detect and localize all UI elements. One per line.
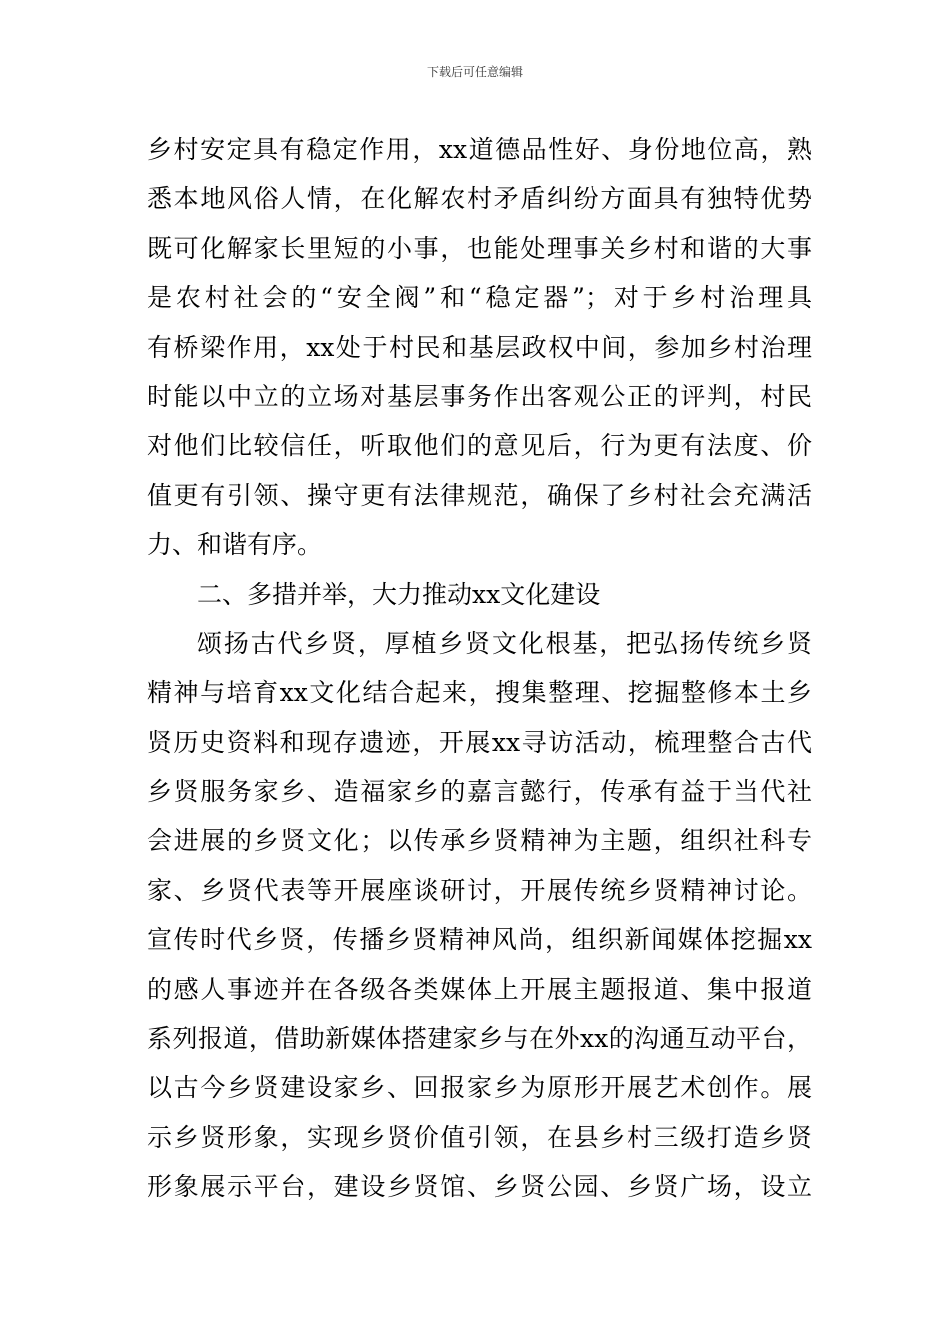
text-line: 精神与培育xx文化结合起来，搜集整理、挖掘整修本土乡: [147, 678, 812, 708]
text-line: 的感人事迹并在各级各类媒体上开展主题报道、集中报道: [147, 974, 812, 1004]
text-line: 有桥梁作用，xx处于村民和基层政权中间，参加乡村治理: [147, 332, 812, 362]
text-line: 力、和谐有序。: [147, 530, 323, 560]
text-line: 悉本地风俗人情，在化解农村矛盾纠纷方面具有独特优势: [147, 184, 812, 214]
text-line: 值更有引领、操守更有法律规范，确保了乡村社会充满活: [147, 480, 812, 510]
text-line: 贤历史资料和现存遗迹，开展xx寻访活动，梳理整合古代: [147, 727, 812, 757]
text-line: 以古今乡贤建设家乡、回报家乡为原形开展艺术创作。展: [147, 1073, 812, 1103]
text-line: 家、乡贤代表等开展座谈研讨，开展传统乡贤精神讨论。: [147, 875, 812, 905]
text-line: 对他们比较信任，听取他们的意见后，行为更有法度、价: [147, 431, 812, 461]
text-line: 宣传时代乡贤，传播乡贤精神风尚，组织新闻媒体挖掘xx: [147, 925, 812, 955]
text-line: 是农村社会的“安全阀”和“稳定器”；对于乡村治理具: [147, 283, 812, 313]
text-line: 乡贤服务家乡、造福家乡的嘉言懿行，传承有益于当代社: [147, 777, 812, 807]
text-line: 颂扬古代乡贤，厚植乡贤文化根基，把弘扬传统乡贤: [197, 628, 812, 658]
text-line: 乡村安定具有稳定作用，xx道德品性好、身份地位高，熟: [147, 135, 812, 164]
text-line: 既可化解家长里短的小事，也能处理事关乡村和谐的大事: [147, 233, 812, 263]
text-line: 系列报道，借助新媒体搭建家乡与在外xx的沟通互动平台，: [147, 1024, 812, 1054]
section-heading: 二、多措并举，大力推动xx文化建设: [197, 579, 601, 609]
text-line: 时能以中立的立场对基层事务作出客观公正的评判，村民: [147, 381, 812, 411]
text-line: 示乡贤形象，实现乡贤价值引领，在县乡村三级打造乡贤: [147, 1122, 812, 1152]
document-body: [147, 125, 812, 1212]
text-line: 会进展的乡贤文化；以传承乡贤精神为主题，组织社科专: [147, 826, 812, 856]
page-header: 下载后可任意编辑: [426, 65, 523, 79]
text-line: 形象展示平台，建设乡贤馆、乡贤公园、乡贤广场，设立: [147, 1172, 812, 1202]
